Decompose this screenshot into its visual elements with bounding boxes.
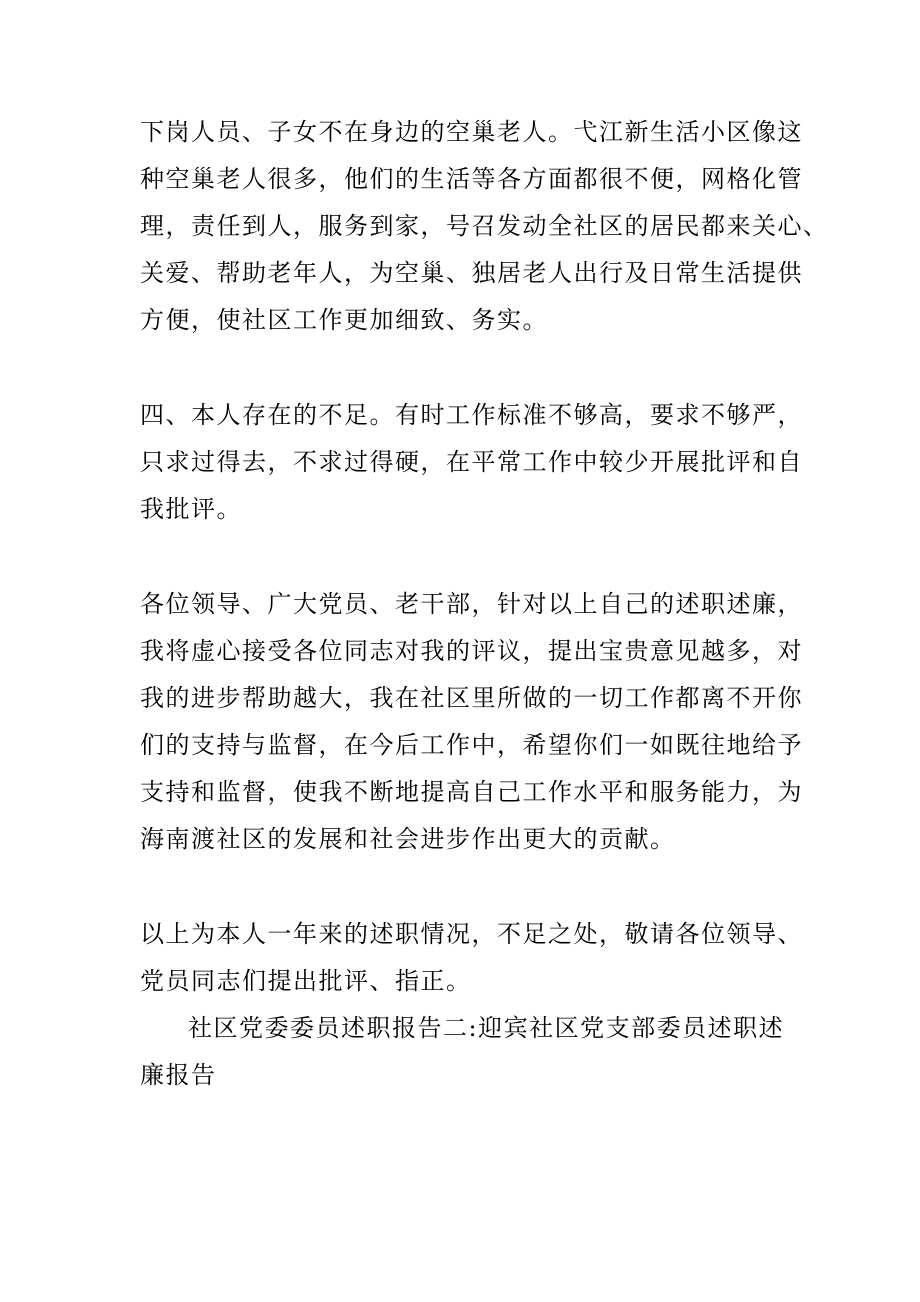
text-line: 关爱、帮助老年人，为空巢、独居老人出行及日常生活提供 [140, 259, 803, 287]
text-line: 只求过得去，不求过得硬，在平常工作中较少开展批评和自 [140, 448, 803, 476]
text-line: 我将虚心接受各位同志对我的评议，提出宝贵意见越多，对 [140, 637, 803, 665]
text-line: 理，责任到人，服务到家，号召发动全社区的居民都来关心、 [140, 212, 829, 240]
heading-line: 社区党委委员述职报告二:迎宾社区党支部委员述职述 [188, 1014, 785, 1042]
text-line: 四、本人存在的不足。有时工作标准不够高，要求不够严， [140, 401, 803, 429]
text-line: 种空巢老人很多，他们的生活等各方面都很不便，网格化管 [140, 165, 803, 193]
text-line: 我批评。 [140, 495, 242, 523]
text-line: 我的进步帮助越大，我在社区里所做的一切工作都离不开你 [140, 684, 803, 712]
text-line: 支持和监督，使我不断地提高自己工作水平和服务能力，为 [140, 778, 803, 806]
text-line: 党员同志们提出批评、指正。 [140, 967, 472, 995]
text-line: 海南渡社区的发展和社会进步作出更大的贡献。 [140, 825, 676, 853]
text-line: 们的支持与监督，在今后工作中，希望你们一如既往地给予 [140, 731, 803, 759]
heading-line: 廉报告 [140, 1061, 217, 1089]
text-line: 以上为本人一年来的述职情况，不足之处，敬请各位领导、 [140, 920, 803, 948]
text-line: 各位领导、广大党员、老干部，针对以上自己的述职述廉， [140, 590, 803, 618]
text-line: 下岗人员、子女不在身边的空巢老人。弋江新生活小区像这 [140, 118, 803, 146]
text-line: 方便，使社区工作更加细致、务实。 [140, 306, 548, 334]
